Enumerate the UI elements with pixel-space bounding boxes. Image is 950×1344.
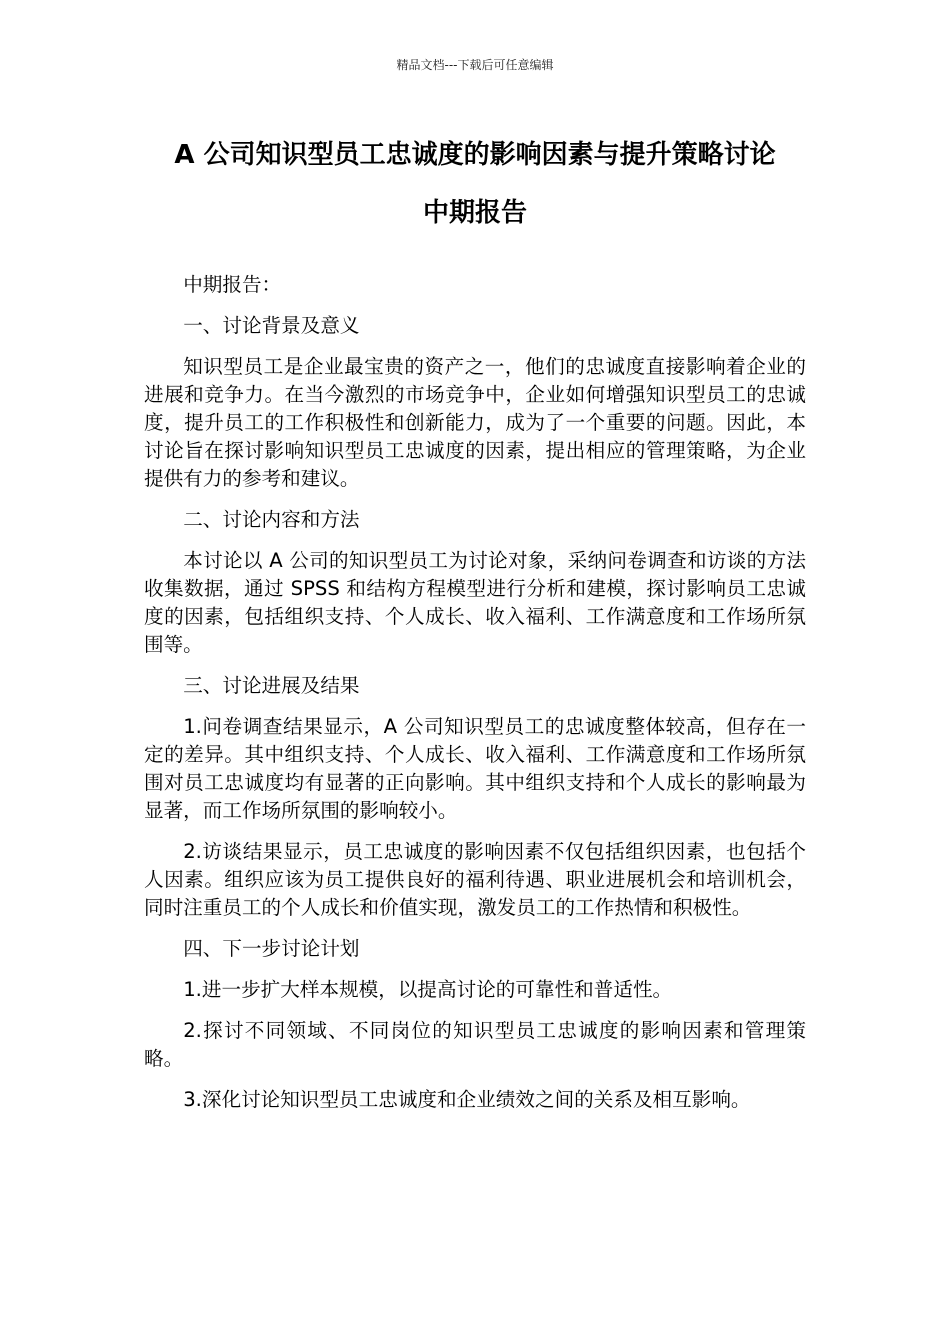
document-title-line2: 中期报告: [422, 198, 527, 228]
plan-item-1: 1.进一步扩大样本规模，以提高讨论的可靠性和普适性。: [183, 978, 673, 1001]
paragraph-interview-results: 2.访谈结果显示，员工忠诚度的影响因素不仅包括组织因素，也包括个人因素。组织应该为员工提供良好的福利待遇、职业进展机会和培训机会，同时注重员工的个人成长和价值实现，激发员工的工作热情和积极性。: [144, 840, 806, 919]
paragraph-survey-results: 1.问卷调查结果显示，A 公司知识型员工的忠诚度整体较高，但存在一定的差异。其中组织支持、个人成长、收入福利、工作满意度和工作场所氛围对员工忠诚度均有显著的正向影响。其中组织支持和个人成长的影响最为显著，而工作场所氛围的影响较小。: [144, 715, 806, 822]
section-heading-background: 一、讨论背景及意义: [183, 314, 360, 337]
section-heading-content-method: 二、讨论内容和方法: [183, 508, 360, 531]
report-label: 中期报告：: [183, 273, 282, 296]
plan-item-2: 2.探讨不同领域、不同岗位的知识型员工忠诚度的影响因素和管理策略。: [144, 1019, 806, 1070]
document-body: [144, 271, 806, 1127]
section-heading-next-plan: 四、下一步讨论计划: [183, 937, 360, 960]
paragraph-content-method: 本讨论以 A 公司的知识型员工为讨论对象，采纳问卷调查和访谈的方法收集数据，通过 SPSS 和结构方程模型进行分析和建模，探讨影响员工忠诚度的因素，包括组织支持、个人成长、收入福利、工作满意度和工作场所氛围等。: [144, 549, 806, 656]
section-heading-progress: 三、讨论进展及结果: [183, 674, 360, 697]
plan-item-3: 3.深化讨论知识型员工忠诚度和企业绩效之间的关系及相互影响。: [183, 1088, 751, 1111]
paragraph-background: 知识型员工是企业最宝贵的资产之一，他们的忠诚度直接影响着企业的进展和竞争力。在当今激烈的市场竞争中，企业如何增强知识型员工的忠诚度，提升员工的工作积极性和创新能力，成为了一个重要的问题。因此，本讨论旨在探讨影响知识型员工忠诚度的因素，提出相应的管理策略，为企业提供有力的参考和建议。: [144, 355, 806, 490]
header-note: 精品文档---下载后可任意编辑: [396, 58, 554, 72]
document-title: A 公司知识型员工忠诚度的影响因素与提升策略讨论: [174, 140, 776, 170]
